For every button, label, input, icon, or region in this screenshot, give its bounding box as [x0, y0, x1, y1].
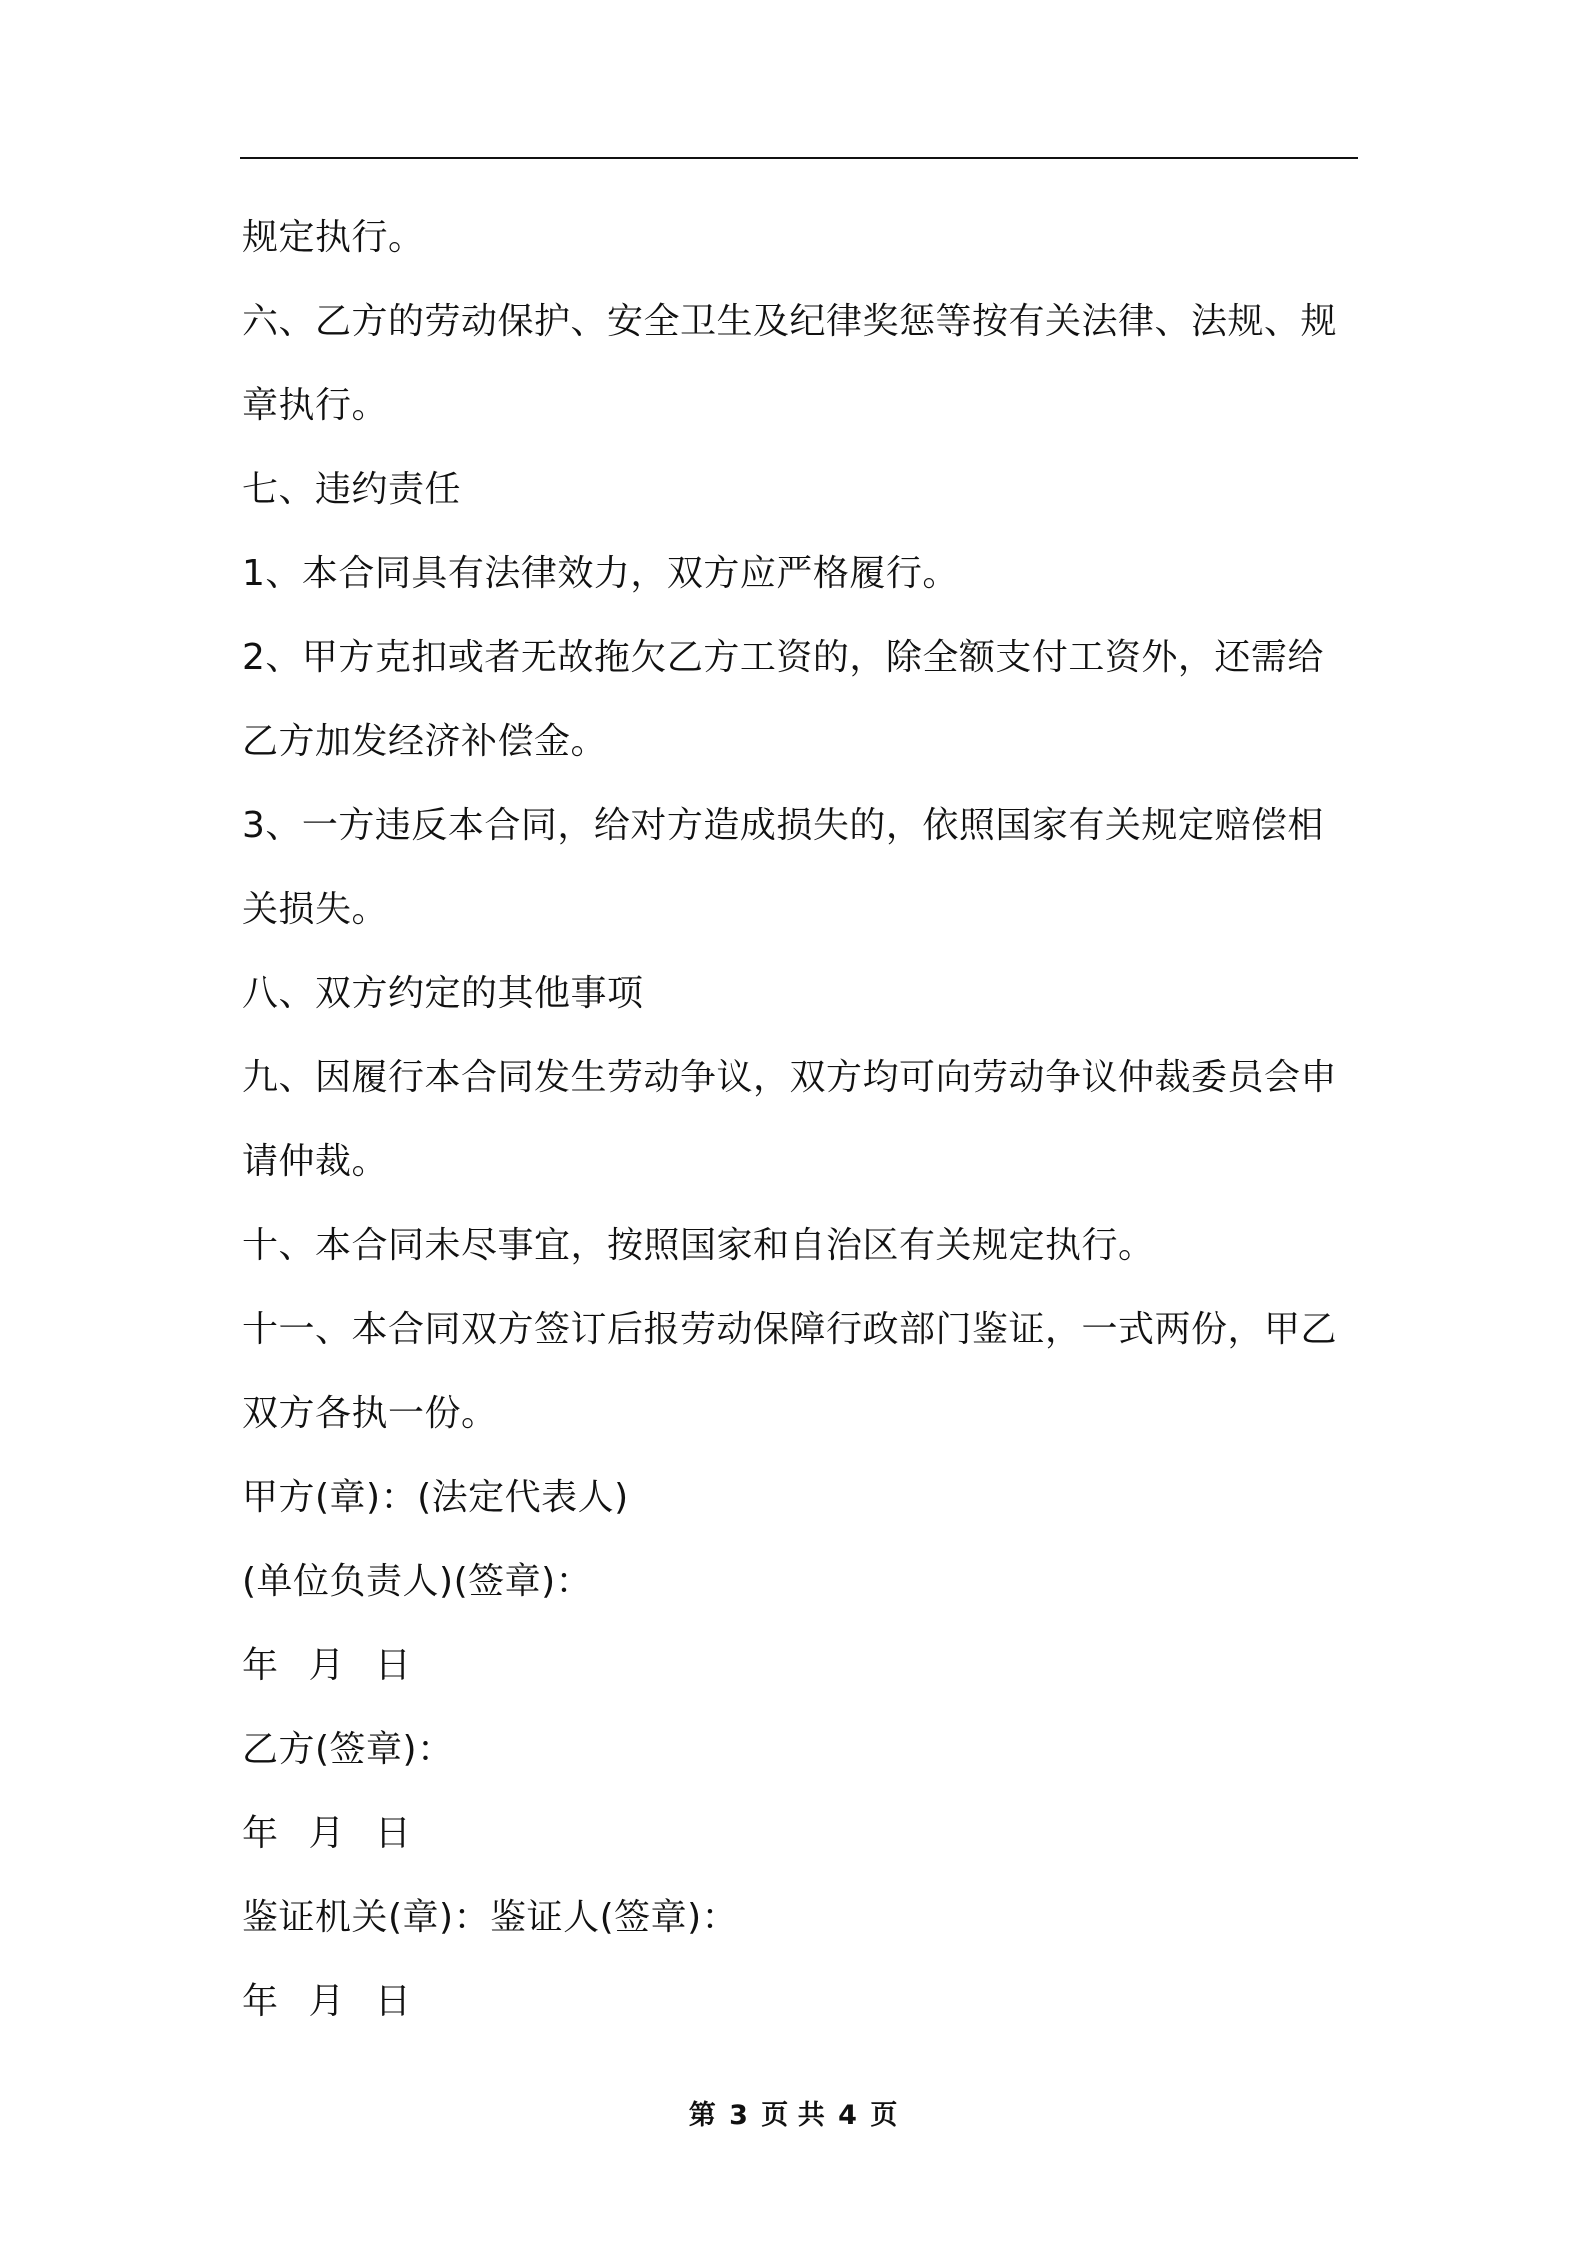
date-line: 年 月 日: [242, 1813, 412, 1854]
body-line: 规定执行。: [242, 217, 425, 258]
verification-signature-line: 鉴证机关(章)：鉴证人(签章)：: [242, 1897, 739, 1938]
body-line: 章执行。: [242, 385, 389, 426]
clause-7-1: 1、本合同具有法律效力，双方应严格履行。: [242, 553, 959, 594]
party-a-signature-line: 甲方(章)：(法定代表人): [242, 1477, 629, 1518]
clause-7-2: 2、甲方克扣或者无故拖欠乙方工资的，除全额支付工资外，还需给: [242, 637, 1324, 678]
clause-10: 十、本合同未尽事宜，按照国家和自治区有关规定执行。: [242, 1225, 1155, 1266]
body-line: 乙方加发经济补偿金。: [242, 721, 608, 762]
clause-7-3: 3、一方违反本合同，给对方造成损失的，依照国家有关规定赔偿相: [242, 805, 1324, 846]
clause-11: 十一、本合同双方签订后报劳动保障行政部门鉴证，一式两份，甲乙: [242, 1309, 1338, 1350]
body-line: 请仲裁。: [242, 1141, 389, 1182]
footer-middle: 页 共: [761, 2100, 825, 2131]
header-rule: [240, 157, 1358, 159]
date-line: 年 月 日: [242, 1645, 412, 1686]
body-line: 双方各执一份。: [242, 1393, 498, 1434]
clause-8: 八、双方约定的其他事项: [242, 973, 644, 1014]
footer-suffix: 页: [870, 2100, 898, 2131]
footer-total-pages: 4: [838, 2100, 857, 2131]
page-footer: [0, 2096, 1586, 2136]
document-body: [242, 196, 1360, 2044]
footer-prefix: 第: [688, 2100, 716, 2131]
clause-9: 九、因履行本合同发生劳动争议，双方均可向劳动争议仲裁委员会申: [242, 1057, 1338, 1098]
party-b-signature-line: 乙方(签章)：: [242, 1729, 454, 1770]
footer-current-page: 3: [729, 2100, 748, 2131]
body-line: 关损失。: [242, 889, 389, 930]
date-line: 年 月 日: [242, 1981, 412, 2022]
unit-head-signature-line: (单位负责人)(签章)：: [242, 1561, 593, 1602]
clause-6: 六、乙方的劳动保护、安全卫生及纪律奖惩等按有关法律、法规、规: [242, 301, 1338, 342]
section-heading-breach: 七、违约责任: [242, 469, 462, 510]
